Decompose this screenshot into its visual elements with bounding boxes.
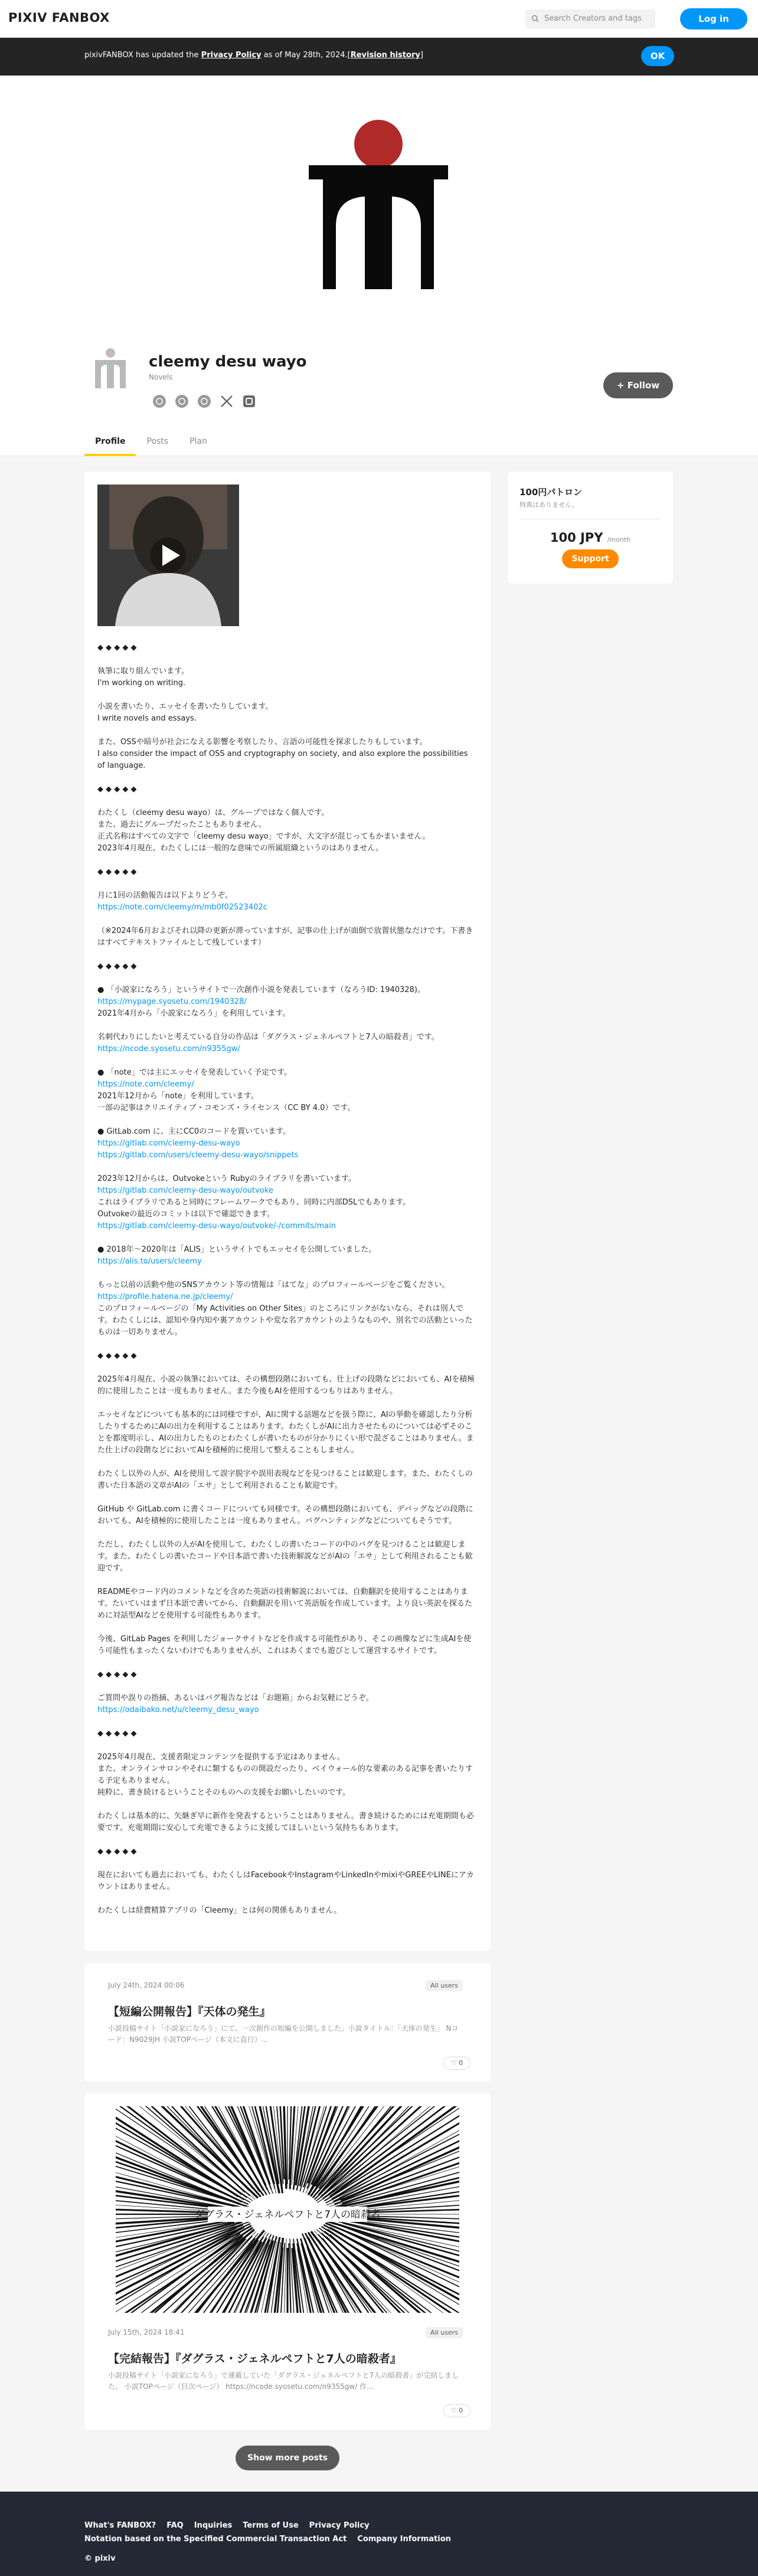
- bio-line: ◆ ◆ ◆ ◆ ◆: [97, 1670, 137, 1679]
- creator-name: cleemy desu wayo: [149, 353, 307, 371]
- footer-link-company[interactable]: Company Information: [357, 2535, 451, 2544]
- bio-paragraph: [97, 1693, 478, 1716]
- bio-paragraph: [97, 1409, 478, 1456]
- bio-line: 2021年4月から「小説家になろう」を利用しています。: [97, 1009, 290, 1018]
- bio-paragraph: [97, 1634, 478, 1657]
- bio-paragraph: [97, 784, 478, 796]
- bio-line: わたくしは経費精算アプリの「Cleemy」とは何の関係もありません。: [97, 1906, 342, 1915]
- plan-name: 100円パトロン: [520, 487, 583, 497]
- bio-line: ご質問や誤りの指摘、あるいはバグ報告などは「お題箱」からお気軽にどうぞ。: [97, 1694, 374, 1703]
- notice-middle: as of May 28th, 2024.[: [261, 51, 351, 60]
- bio-line: わたくし（cleemy desu wayo）は、グループではなく個人です。: [97, 809, 329, 817]
- bio-line: 2023年12月からは、Outvokeという Rubyのライブラリを書いています。: [97, 1174, 356, 1183]
- heart-icon: ♡: [450, 2407, 459, 2414]
- profile-bio-card: [84, 472, 491, 1951]
- social-links: [152, 394, 256, 408]
- notice-text: [84, 51, 423, 60]
- bio-paragraph: [97, 1669, 478, 1681]
- bio-line: （※2024年6月およびそれ以降の更新が滞っていますが、記事の仕上げが面倒で放置状態なだけです。下書きはすべてテキストファイルとして残しています）: [97, 927, 473, 947]
- bio-line: ただし、わたくし以外の人がAIを使用して、わたくしの書いたコードの中のバグを見つけることは歓迎します。また、わたくしの書いたコードや日本語で書いた技術解説などがAIの「エサ」として利用されることも歓迎です。: [97, 1540, 473, 1573]
- bio-paragraph: [97, 666, 478, 689]
- footer: [0, 2492, 758, 2576]
- bio-paragraph: [97, 1846, 478, 1858]
- bio-link[interactable]: https://alis.to/users/cleemy: [97, 1257, 202, 1266]
- bio-line: 現在においても過去においても、わたくしはFacebookやInstagramやLinkedInやmixiやGREEやLINEにアカウントはありません。: [97, 1871, 474, 1891]
- bio-link[interactable]: https://note.com/cleemy/: [97, 1080, 194, 1089]
- bio-paragraph: [97, 1539, 478, 1575]
- bio-link[interactable]: https://gitlab.com/users/cleemy-desu-wayo/snippets: [97, 1151, 299, 1160]
- bio-link[interactable]: https://gitlab.com/cleemy-desu-wayo/outvoke: [97, 1186, 273, 1195]
- link-icon[interactable]: [242, 394, 256, 408]
- post-visibility-badge: All users: [426, 2327, 463, 2338]
- bio-line: 正式名称はすべての文字で「cleemy desu wayo」ですが、大文字が混じってもかまいません。: [97, 832, 430, 841]
- follow-button[interactable]: + Follow: [603, 372, 673, 398]
- bio-line: 2023年4月現在、わたくしには一般的な意味での所属組織というのはありません。: [97, 844, 384, 853]
- x-twitter-icon[interactable]: [220, 394, 234, 408]
- bio-paragraph: [97, 984, 478, 1020]
- post-title[interactable]: 【完結報告】『ダグラス・ジェネルペフトと7人の暗殺者』: [108, 2352, 401, 2365]
- creator-category: Novels: [149, 373, 173, 381]
- bio-paragraph: [97, 1067, 478, 1114]
- bio-line: もっと以前の活動や他のSNSアカウント等の情報は「はてな」のプロフィールページをご覧ください。: [97, 1281, 450, 1289]
- bio-line: ● 2018年〜2020年は「ALIS」というサイトでもエッセイを公開していました。: [97, 1245, 377, 1254]
- bio-paragraph: [97, 1870, 478, 1893]
- policy-notice-banner: [0, 38, 758, 76]
- bio-paragraph: [97, 1173, 478, 1232]
- bio-line: I write novels and essays.: [97, 714, 197, 723]
- bio-line: ● 「小説家になろう」というサイトで一次創作小説を発表しています（なろうID: 1940328)。: [97, 986, 425, 994]
- bio-line: ● 「note」では主にエッセイを発表していく予定です。: [97, 1068, 292, 1077]
- bio-line: Outvokeの最近のコミットは以下で確認できます。: [97, 1210, 275, 1219]
- bio-line: また、OSSや暗号が社会になえる影響を考察したり、言語の可能性を探求したりもしています。: [97, 738, 427, 747]
- footer-link-faq[interactable]: FAQ: [166, 2521, 184, 2530]
- bio-paragraph: [97, 1728, 478, 1740]
- avatar[interactable]: [84, 342, 136, 394]
- bio-line: ◆ ◆ ◆ ◆ ◆: [97, 1729, 137, 1738]
- bio-paragraph: [97, 961, 478, 973]
- like-button[interactable]: [443, 2057, 471, 2070]
- profile-tabs: [84, 430, 218, 456]
- bio-paragraph: [97, 1468, 478, 1492]
- bio-paragraph: [97, 1126, 478, 1161]
- bio-paragraph: [97, 701, 478, 725]
- tab-profile[interactable]: Profile: [84, 430, 136, 456]
- bio-line: また、過去にグループだったこともありません。: [97, 820, 266, 829]
- bio-line: ◆ ◆ ◆ ◆ ◆: [97, 643, 137, 652]
- bio-link[interactable]: https://ncode.syosetu.com/n9355gw/: [97, 1045, 240, 1053]
- top-bar: [0, 0, 758, 38]
- bio-line: ◆ ◆ ◆ ◆ ◆: [97, 962, 137, 971]
- plan-price-period: /month: [607, 536, 631, 544]
- bio-paragraph: [97, 1350, 478, 1362]
- bio-line: 名刺代わりにしたいと考えている自分の作品は「ダグラス・ジェネルペフトと7人の暗殺者」です。: [97, 1033, 439, 1042]
- search-placeholder: Search Creators and tags: [544, 14, 642, 23]
- plan-price: [508, 531, 673, 545]
- tab-plan[interactable]: Plan: [190, 437, 207, 446]
- bio-line: エッセイなどについても基本的には同様ですが、AIに関する話題などを扱う際に、AIの挙動を確認したり分析したりするためにAIの出力を利用することはあります。わたくしがAIに出力させたものについては必ずそのことを都度明示し、AIの出力したものとわたくしが書いたものが分かりにくい形で混ざることはありません。また仕上げの段階などにおいてAIを積極的に使用して整えることもしません。: [97, 1410, 474, 1455]
- bio-link[interactable]: https://note.com/cleemy/m/mb0f02523402c: [97, 903, 267, 912]
- bio-text: [97, 642, 478, 1929]
- privacy-policy-link[interactable]: Privacy Policy: [201, 51, 262, 60]
- bio-paragraph: [97, 1279, 478, 1338]
- plan-price-value: 100 JPY: [550, 531, 603, 545]
- bio-line: ◆ ◆ ◆ ◆ ◆: [97, 1351, 137, 1360]
- bio-paragraph: [97, 1374, 478, 1397]
- bio-link[interactable]: https://profile.hatena.ne.jp/cleemy/: [97, 1292, 233, 1301]
- globe-icon[interactable]: [152, 394, 166, 408]
- notice-ok-button[interactable]: OK: [641, 46, 674, 66]
- notice-suffix: ]: [420, 51, 423, 60]
- bio-link[interactable]: https://gitlab.com/cleemy-desu-wayo: [97, 1139, 240, 1148]
- bio-link[interactable]: https://odaibako.net/u/cleemy_desu_wayo: [97, 1706, 259, 1714]
- post-date: July 24th, 2024 00:06: [108, 1981, 185, 1989]
- bio-line: ◆ ◆ ◆ ◆ ◆: [97, 785, 137, 794]
- search-input[interactable]: [525, 9, 655, 28]
- footer-link-commercial-act[interactable]: Notation based on the Specified Commercial Transaction Act: [84, 2535, 347, 2544]
- profile-header: [0, 335, 758, 456]
- tab-posts[interactable]: Posts: [146, 437, 169, 446]
- bio-link[interactable]: https://mypage.syosetu.com/1940328/: [97, 997, 247, 1006]
- bio-link[interactable]: https://gitlab.com/cleemy-desu-wayo/outvoke/-/commits/main: [97, 1222, 336, 1230]
- bio-paragraph: [97, 1586, 478, 1622]
- bio-line: 今後、GitLab Pages を利用したジョークサイトなどを作成する可能性があり、そこの画像などに生成AIを使う可能性もまったくないわけでもありませんが、これはあくまでも遊びとして運営するサイトです。: [97, 1635, 472, 1655]
- bio-paragraph: [97, 1752, 478, 1799]
- bio-paragraph: [97, 925, 478, 949]
- bio-line: 純粋に、書き続けるということそのものへの支援をお願いしたいのです。: [97, 1788, 350, 1797]
- bio-paragraph: [97, 642, 478, 654]
- footer-link-inquiries[interactable]: Inquiries: [194, 2521, 233, 2530]
- post-cover-title: ダグラス・ジェネルペフトと7人の暗殺者: [194, 2209, 381, 2221]
- footer-link-about[interactable]: What's FANBOX?: [84, 2521, 156, 2530]
- bio-paragraph: [97, 1032, 478, 1055]
- bio-line: 2021年12月から「note」を利用しています。: [97, 1092, 259, 1101]
- bio-line: GitHub や GitLab.com に書くコードについても同様です。その構想段階においても、デバッグなどの段階においても、AIを積極的に使用したことは一度もありません。バグハンティングなどについてもそうです。: [97, 1505, 473, 1526]
- heart-icon: ♡: [450, 2059, 459, 2067]
- creator-logo-mark: [0, 76, 758, 335]
- bio-line: ◆ ◆ ◆ ◆ ◆: [97, 1847, 137, 1856]
- footer-link-terms[interactable]: Terms of Use: [243, 2521, 299, 2530]
- bio-line: 月に1回の活動報告は以下よりどうぞ。: [97, 891, 233, 900]
- bio-paragraph: [97, 1811, 478, 1834]
- bio-line: READMEやコード内のコメントなどを含めた英語の技術解説においては、自動翻訳を使用することはあります。たいていはまず日本語で書いてから、自動翻訳を用いて英語版を作成しています。より良い英訳を探るために対話型AIなどを使用する可能性もあります。: [97, 1588, 472, 1620]
- bio-line: I also consider the impact of OSS and cryptography on society, and also explore the possibilities of language.: [97, 749, 468, 770]
- bio-paragraph: [97, 866, 478, 878]
- bio-paragraph: [97, 1504, 478, 1527]
- login-button[interactable]: Log in: [680, 8, 747, 30]
- copyright: © pixiv: [84, 2554, 116, 2563]
- cover-image: [0, 76, 758, 335]
- bio-line: 小説を書いたり、エッセイを書いたりしています。: [97, 702, 273, 711]
- show-more-posts-button[interactable]: Show more posts: [236, 2446, 339, 2470]
- bio-line: I'm working on writing.: [97, 679, 186, 688]
- like-count: 0: [459, 2407, 463, 2414]
- footer-links: [84, 2521, 616, 2544]
- bio-line: また、オンラインサロンやそれに類するものの開設だったり、ベイウォール的な要素のある記事を書いたりする予定もありません。: [97, 1765, 473, 1785]
- post-visibility-badge: All users: [426, 1980, 463, 1991]
- bio-line: わたくしは基本的に、矢継ぎ早に新作を発表するということはありません。書き続けるためには充電期間も必要です。充電期間に安心して充電できるように支援してほしいという気持ちもあります。: [97, 1812, 474, 1832]
- like-count: 0: [459, 2059, 463, 2067]
- support-button[interactable]: Support: [562, 549, 619, 568]
- bio-line: 2025年4月現在、支援者限定コンテンツを提供する予定はありません。: [97, 1753, 345, 1762]
- post-card[interactable]: [84, 2093, 491, 2430]
- bio-paragraph: [97, 890, 478, 914]
- post-date: July 15th, 2024 18:41: [108, 2328, 185, 2336]
- notice-prefix: pixivFANBOX has updated the: [84, 51, 201, 60]
- bio-paragraph: [97, 1905, 478, 1917]
- bio-line: わたくし以外の人が、AIを使用して誤字脱字や誤用表現などを見つけることは歓迎します。また、わたくしの書いた日本語の文章がAIの「エサ」として利用されることも歓迎です。: [97, 1469, 473, 1490]
- bio-paragraph: [97, 737, 478, 772]
- plan-description: 特典はありません。: [520, 501, 579, 509]
- bio-line: ● GitLab.com に、主にCC0のコードを置いています。: [97, 1127, 291, 1136]
- bio-paragraph: [97, 807, 478, 855]
- post-excerpt: 小説投稿サイト「小説家になろう」で連載していた「ダグラス・ジェネルペフトと7人の暗殺者」が完結しました。 小説TOPページ（目次ページ） https://ncode.syosetu.com/n9355gw/ 作...: [108, 2371, 459, 2391]
- footer-link-privacy[interactable]: Privacy Policy: [309, 2521, 370, 2530]
- like-button[interactable]: [443, 2404, 471, 2417]
- post-card[interactable]: [84, 1963, 491, 2081]
- bio-line: 一部の記事はクリエイティブ・コモンズ・ライセンス（CC BY 4.0）です。: [97, 1104, 355, 1112]
- revision-history-link[interactable]: Revision history: [350, 51, 420, 60]
- plan-card: [508, 472, 673, 584]
- globe-icon[interactable]: [197, 394, 211, 408]
- post-title[interactable]: 【短編公開報告】『天体の発生』: [108, 2005, 271, 2018]
- bio-paragraph: [97, 1244, 478, 1268]
- bio-line: 2025年4月現在、小説の執筆においては、その構想段階においても、仕上げの段階などにおいても、AIを積極的に使用したことは一度もありません。また今後もAIを使用するつもりはありません。: [97, 1375, 475, 1396]
- bio-line: 執筆に取り組んでいます。: [97, 667, 189, 676]
- profile-video-thumbnail[interactable]: [97, 485, 239, 626]
- search-icon: [531, 15, 539, 22]
- globe-icon[interactable]: [175, 394, 189, 408]
- post-cover-image[interactable]: [116, 2106, 459, 2313]
- bio-line: ◆ ◆ ◆ ◆ ◆: [97, 868, 137, 876]
- bio-line: これはライブラリであると同時にフレームワークでもあり、同時に内部DSLでもあります。: [97, 1198, 411, 1207]
- fanbox-logo[interactable]: PIXIV FANBOX: [8, 11, 110, 25]
- post-excerpt: 小説投稿サイト「小説家になろう」にて、一次創作の短編を公開しました。小説タイトル：「天体の発生」 Nコード：N9029JH 小説TOPページ（本文に直行）...: [108, 2024, 459, 2044]
- bio-line: このプロフィールページの「My Activities on Other Sites」のところにリンクがないなら、それは別人です。わたくしには、認知や身内知や裏アカウントや変な名アカウントのようなものや、別名での活動といったものは一切ありません。: [97, 1304, 473, 1337]
